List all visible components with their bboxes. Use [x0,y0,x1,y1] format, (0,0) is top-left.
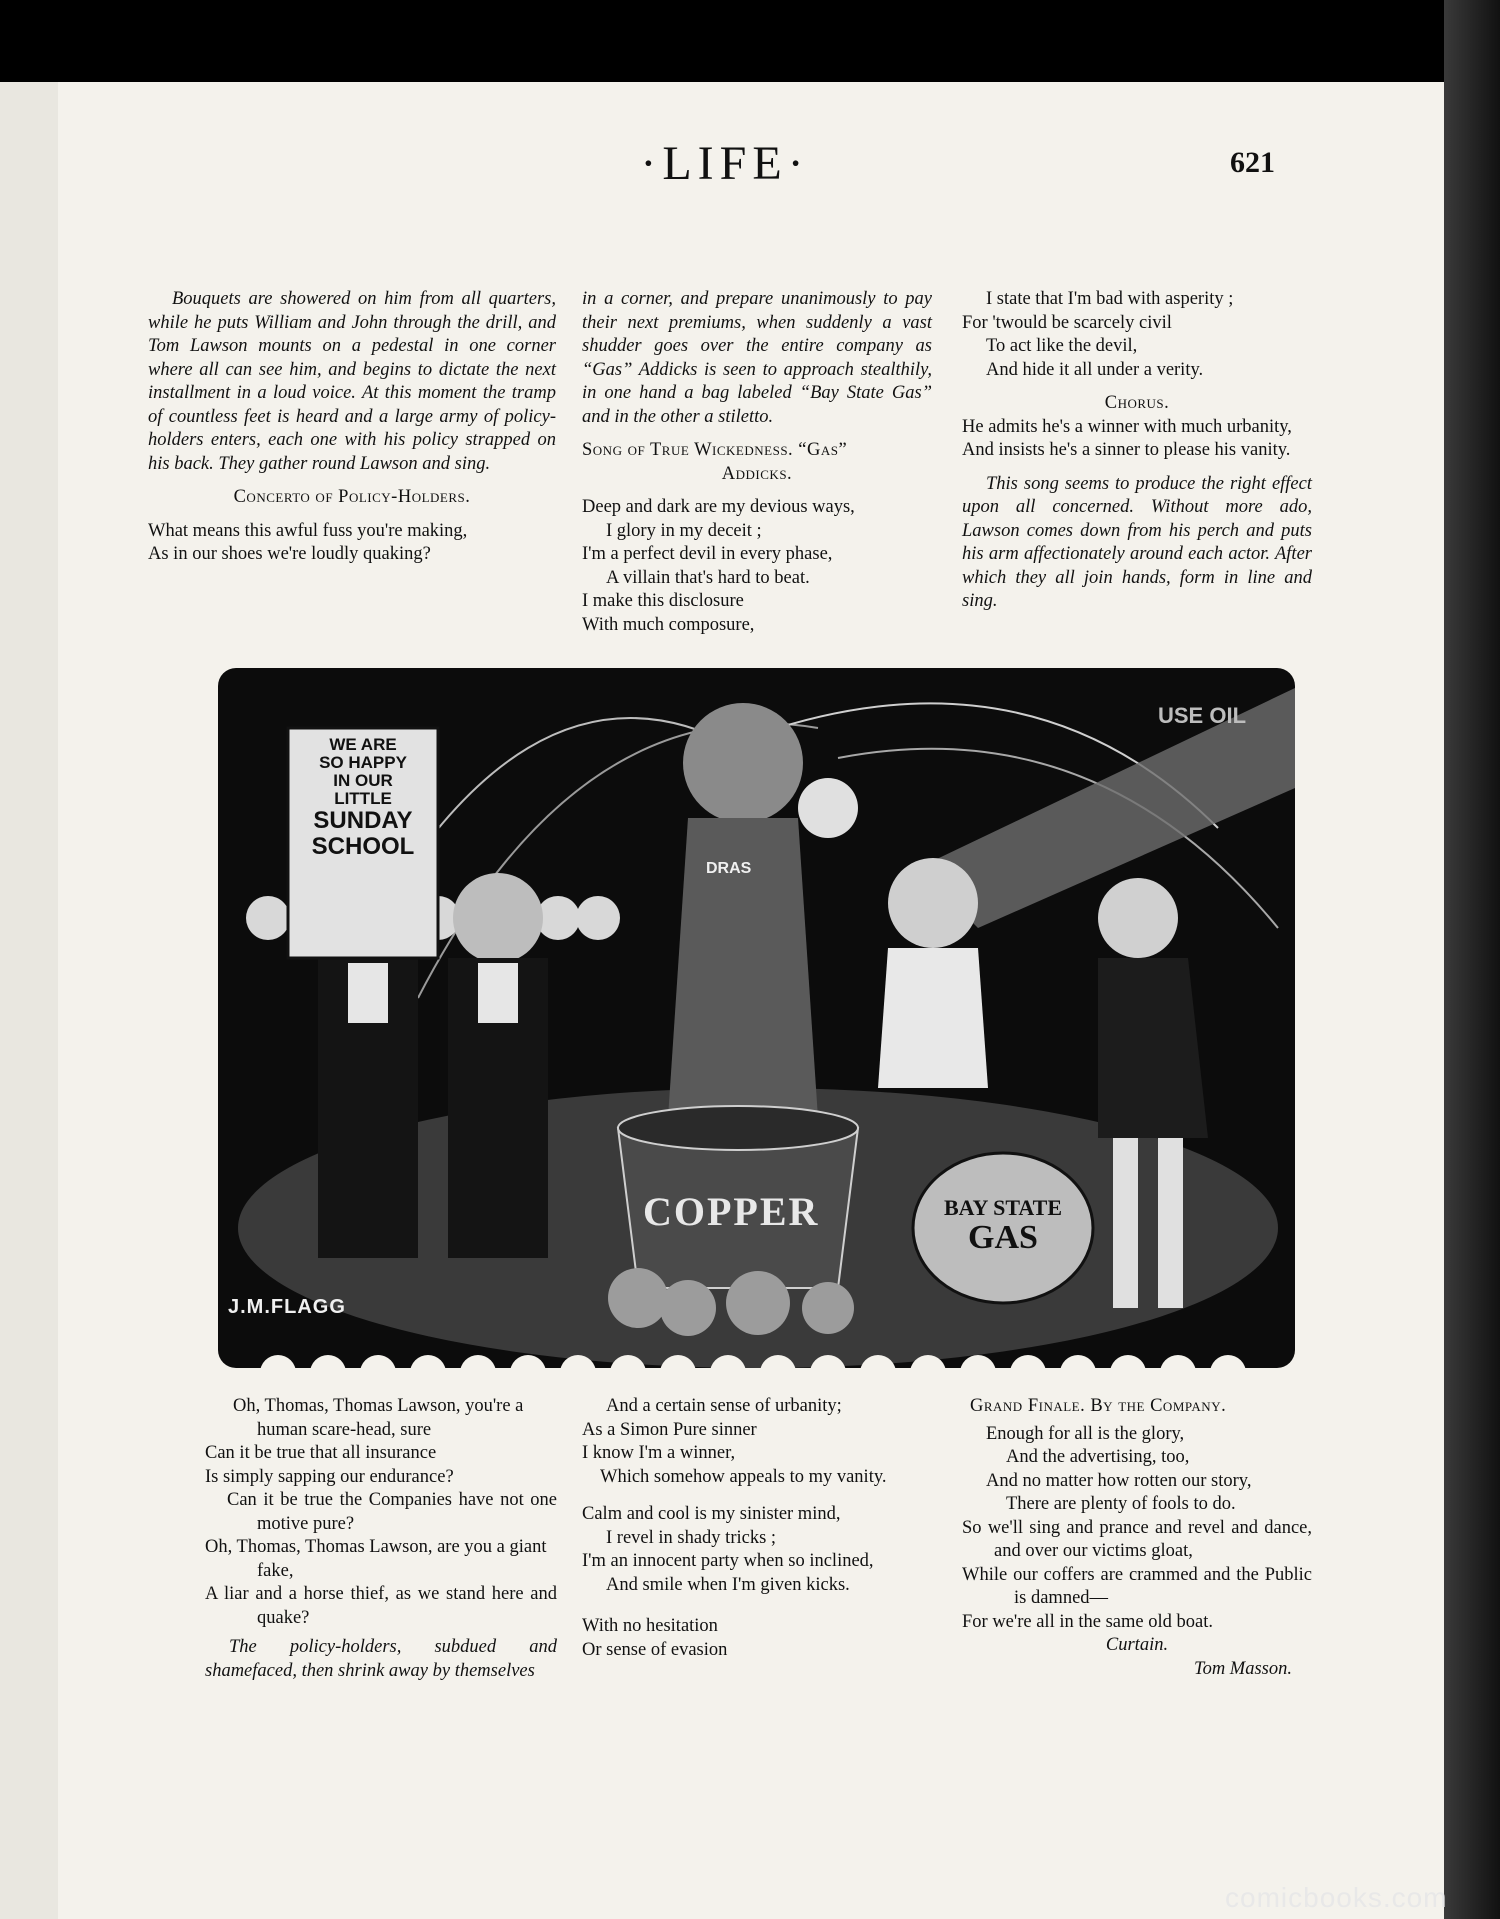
section-heading: Song of True Wickedness. “Gas” [582,440,848,460]
stage-direction: This song seems to produce the right effect upon all concerned. Without more ado, Lawson comes down from his perch and puts his arm affectionately around each actor. After which they all join hands, form in line and sing. [962,473,1312,611]
verse-line: I make this disclosure [582,591,744,611]
gas-bag-line: GAS [968,1219,1038,1256]
bottom-column-1 [205,1395,557,1683]
section-heading: Concerto of Policy-Holders. [233,487,471,507]
verse-line: To act like the devil, [986,336,1138,356]
verse-line: So we'll sing and prance and revel and dance, and over our victims gloat, [962,1517,1312,1561]
verse-line: For 'twould be scarcely civil [962,312,1172,333]
verse-line: And no matter how rotten our story, [986,1470,1252,1491]
verse-line: Oh, Thomas, Thomas Lawson, you're a human scare-head, sure [233,1396,524,1440]
stage-direction: The policy-holders, subdued and shamefaced, then shrink away by themselves [205,1637,557,1681]
verse-line: Can it be true that all insurance [205,1443,437,1463]
chorus-heading: Chorus. [1104,393,1170,413]
section-heading-continued: Addicks. [721,463,793,484]
verse-line: Which somehow appeals to my vanity. [600,1466,887,1487]
sash-text: DRAS [706,860,752,877]
sign-line: SO HAPPY [319,753,407,772]
top-column-1 [148,288,556,567]
top-column-2 [582,288,932,637]
sign-line: SUNDAY [313,807,413,834]
sunday-school-sign [288,736,438,860]
sign-line: IN OUR [333,771,393,790]
copper-pot-label: COPPER [643,1189,820,1234]
curtain-line: Curtain. [1105,1635,1169,1655]
verse-line: I glory in my deceit ; [606,520,762,541]
verse-line: And smile when I'm given kicks. [606,1574,850,1595]
stage-direction: Bouquets are showered on him from all quarters, while he puts William and John through the drill, and Tom Lawson mounts on a pedestal in one corner where all can see him, and begins to dictate the next installment in a loud voice. At this moment the tramp of countless feet is heard and a large army of policy-holders enters, each one with his policy strapped on his back. They gather round Lawson and sing. [148,289,556,474]
verse-line: And a certain sense of urbanity; [606,1396,842,1416]
verse-line: And hide it all under a verity. [986,359,1204,380]
verse-line: I know I'm a winner, [582,1443,736,1463]
verse-line: As a Simon Pure sinner [582,1419,757,1440]
bottom-column-3 [962,1395,1312,1681]
chorus-line: And insists he's a sinner to please his vanity. [962,440,1291,460]
verse-line: Deep and dark are my devious ways, [582,497,855,517]
top-column-3 [962,288,1312,614]
gas-bag-label [933,1193,1073,1256]
verse-line: With no hesitation [582,1616,718,1636]
masthead: ·LIFE· [640,137,810,190]
sign-line: SCHOOL [311,833,415,860]
stage-direction: in a corner, and prepare unanimously to pay their next premiums, when suddenly a vast shudder goes over the entire company as “Gas” Addicks is seen to approach stealthily, in one hand a bag labeled “Bay State Gas” and in the other a stiletto. [582,289,932,427]
verse-line: Enough for all is the glory, [986,1423,1185,1444]
gas-bag-line: BAY STATE [944,1195,1062,1220]
sign-line: LITTLE [334,789,392,808]
verse-line: I'm an innocent party when so inclined, [582,1551,874,1571]
verse-line: I revel in shady tricks ; [606,1527,777,1548]
verse-line: A villain that's hard to beat. [606,567,810,588]
verse-line: Calm and cool is my sinister mind, [582,1504,841,1524]
author-signature: Tom Masson. [1193,1658,1292,1679]
verse-line: While our coffers are crammed and the Public is damned— [962,1564,1312,1608]
sky-text: USE OIL [1158,703,1247,728]
verse-line: Is simply sapping our endurance? [205,1466,454,1487]
verse-line: I state that I'm bad with asperity ; [986,289,1234,309]
verse-line: Oh, Thomas, Thomas Lawson, are you a giant fake, [205,1537,547,1581]
page-number: 621 [1230,146,1275,179]
previous-page-edge [0,82,61,1919]
chorus-line: He admits he's a winner with much urbanity, [962,416,1292,437]
verse-line: As in our shoes we're loudly quaking? [148,544,431,564]
verse-line: With much composure, [582,614,755,635]
verse-line: There are plenty of fools to do. [1006,1494,1236,1514]
verse-line: A liar and a horse thief, as we stand here and quake? [205,1584,557,1628]
sign-line: WE ARE [329,735,397,754]
artist-signature: J.M.FLAGG [228,1296,346,1318]
book-spine-shadow [1444,0,1500,1919]
section-heading: Grand Finale. By the Company. [970,1396,1227,1416]
bottom-column-2 [582,1395,932,1662]
verse-line: What means this awful fuss you're making, [148,520,468,541]
verse-line: And the advertising, too, [1006,1447,1190,1467]
verse-line: Or sense of evasion [582,1639,728,1660]
site-watermark: comicbooks.com [1225,1882,1448,1913]
verse-line: I'm a perfect devil in every phase, [582,544,833,564]
cartoon-illustration [218,668,1295,1368]
verse-line: Can it be true the Companies have not one motive pure? [227,1490,557,1534]
verse-line: For we're all in the same old boat. [962,1611,1213,1632]
